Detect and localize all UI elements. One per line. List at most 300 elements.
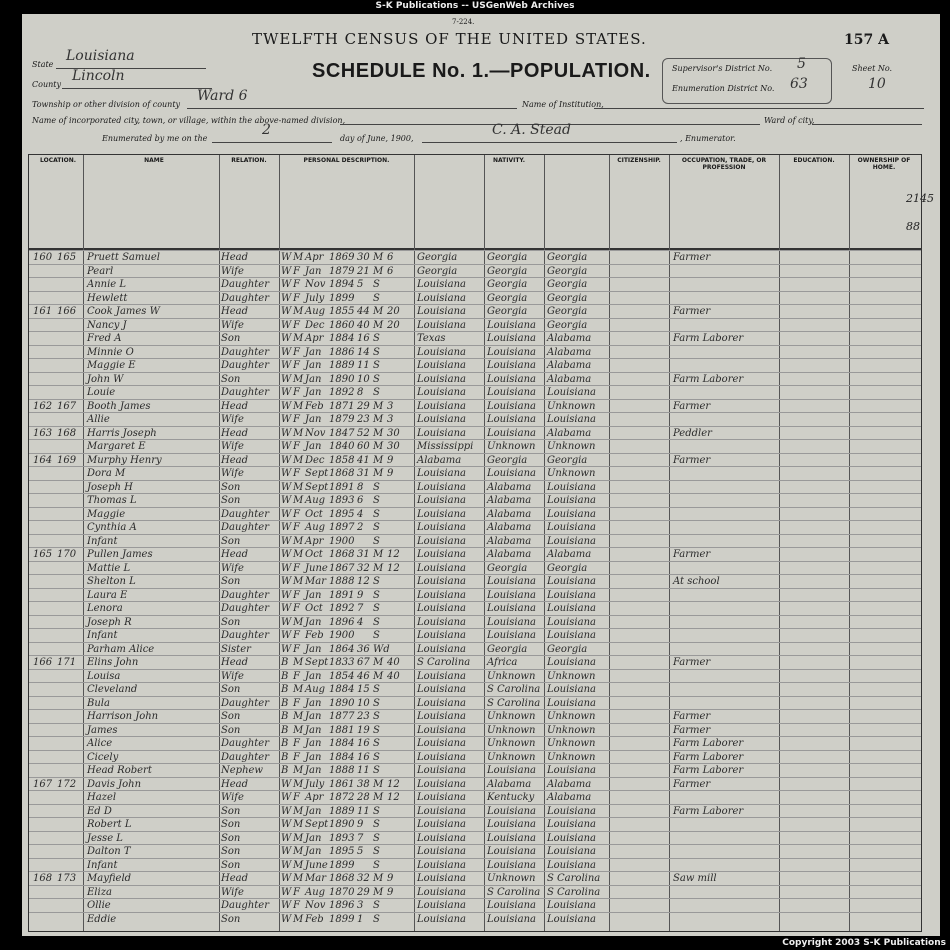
- cell-month: Feb: [305, 400, 324, 412]
- cell-name: Laura E: [87, 589, 128, 601]
- cell-race: W: [281, 481, 292, 493]
- cell-rel: Son: [221, 373, 241, 385]
- cell-sex: M: [293, 765, 304, 776]
- cell-sex: F: [293, 522, 300, 533]
- cell-name: Nancy J: [87, 319, 127, 331]
- cell-bm: Louisiana: [547, 603, 596, 614]
- cell-b: Louisiana: [417, 859, 466, 871]
- cell-yrs: 9: [387, 886, 394, 898]
- cell-sex: M: [293, 549, 304, 560]
- cell-mar: S: [373, 481, 380, 493]
- cell-age: 21: [357, 265, 370, 277]
- cell-rel: Son: [221, 495, 241, 506]
- section-location: LOCATION.: [39, 157, 77, 164]
- cell-month: Feb: [305, 913, 324, 925]
- cell-b: Alabama: [417, 454, 462, 466]
- cell-month: June: [305, 562, 328, 574]
- cell-sex: M: [293, 373, 304, 385]
- cell-month: Jan: [305, 441, 322, 452]
- cell-mar: M: [373, 657, 384, 668]
- cell-name: Joseph R: [87, 616, 132, 628]
- section-education: EDUCATION.: [793, 157, 835, 164]
- cell-year: 1892: [329, 603, 355, 614]
- cell-sex: F: [293, 670, 300, 682]
- cell-name: Harrison John: [87, 711, 159, 722]
- cell-bf: Georgia: [487, 252, 528, 263]
- cell-month: Aug: [305, 522, 326, 533]
- cell-year: 1868: [329, 549, 355, 560]
- cell-sex: M: [293, 913, 304, 925]
- cell-occ: Farmer: [673, 778, 711, 790]
- cell-occ: Farm Laborer: [673, 805, 744, 817]
- cell-dw: 165: [33, 549, 53, 560]
- cell-b: Louisiana: [417, 562, 466, 574]
- cell-bm: Louisiana: [547, 846, 596, 857]
- cell-rel: Daughter: [221, 589, 269, 601]
- cell-b: Louisiana: [417, 495, 466, 506]
- cell-name: Infant: [87, 535, 118, 547]
- cell-race: B: [281, 751, 289, 763]
- cell-month: Aug: [305, 886, 326, 898]
- cell-bf: S Carolina: [487, 886, 541, 898]
- cell-sex: F: [293, 643, 300, 655]
- cell-race: W: [281, 252, 292, 263]
- sheet-label: Sheet No.: [852, 64, 893, 73]
- cell-b: Louisiana: [417, 832, 466, 844]
- cell-occ: Farmer: [673, 400, 711, 412]
- cell-month: Nov: [305, 900, 326, 911]
- cell-b: Louisiana: [417, 913, 466, 925]
- cell-rel: Daughter: [221, 360, 269, 371]
- cell-month: Aug: [305, 495, 326, 506]
- cell-sex: M: [293, 400, 304, 412]
- cell-age: 16: [357, 751, 370, 763]
- cell-yrs: 9: [387, 454, 394, 466]
- cell-race: W: [281, 643, 292, 655]
- cell-bm: Louisiana: [547, 522, 596, 533]
- cell-bm: Louisiana: [547, 481, 596, 493]
- cell-bf: Louisiana: [487, 832, 536, 844]
- cell-mar: S: [373, 603, 380, 614]
- cell-rel: Son: [221, 333, 241, 344]
- cell-bf: Alabama: [487, 549, 532, 560]
- cell-mar: S: [373, 805, 380, 817]
- cell-sex: M: [293, 535, 304, 547]
- cell-year: 1893: [329, 832, 355, 844]
- cell-bm: Louisiana: [547, 765, 596, 776]
- cell-bm: Louisiana: [547, 495, 596, 506]
- cell-bf: Alabama: [487, 508, 532, 520]
- cell-yrs: 20: [387, 306, 400, 317]
- cell-name: Hewlett: [87, 292, 128, 304]
- cell-age: 31: [357, 468, 370, 479]
- cell-age: 44: [357, 306, 370, 317]
- cell-month: Jan: [305, 265, 322, 277]
- cell-mar: M: [373, 306, 384, 317]
- cell-bm: Louisiana: [547, 387, 596, 398]
- cell-month: Apr: [305, 333, 324, 344]
- cell-dw: 163: [33, 427, 53, 439]
- cell-bf: Alabama: [487, 535, 532, 547]
- cell-year: 1847: [329, 427, 355, 439]
- cell-b: Louisiana: [417, 711, 466, 722]
- cell-name: Elins John: [87, 657, 139, 668]
- cell-sex: M: [293, 576, 304, 587]
- cell-occ: Farm Laborer: [673, 751, 744, 763]
- cell-occ: Farmer: [673, 657, 711, 668]
- section-relation: RELATION.: [231, 157, 267, 164]
- cell-rel: Daughter: [221, 900, 269, 911]
- cell-rel: Wife: [221, 265, 244, 277]
- cell-b: Louisiana: [417, 697, 466, 709]
- cell-yrs: 12: [387, 549, 400, 560]
- cell-name: Jesse L: [87, 832, 123, 844]
- cell-rel: Daughter: [221, 522, 269, 533]
- cell-month: June: [305, 859, 328, 871]
- cell-b: Louisiana: [417, 805, 466, 817]
- cell-rel: Wife: [221, 886, 244, 898]
- cell-yrs: 3: [387, 400, 394, 412]
- cell-sex: F: [293, 738, 300, 749]
- cell-bf: Louisiana: [487, 630, 536, 641]
- cell-sex: F: [293, 319, 300, 331]
- cell-year: 1897: [329, 522, 355, 533]
- cell-bf: Louisiana: [487, 400, 536, 412]
- cell-month: Oct: [305, 603, 323, 614]
- cell-month: Jan: [305, 414, 322, 425]
- cell-rel: Son: [221, 805, 241, 817]
- cell-b: Louisiana: [417, 400, 466, 412]
- cell-bm: Georgia: [547, 643, 588, 655]
- cell-race: W: [281, 535, 292, 547]
- cell-b: Louisiana: [417, 414, 466, 425]
- cell-b: Louisiana: [417, 873, 466, 884]
- cell-bf: Louisiana: [487, 913, 536, 925]
- cell-dw: 160: [33, 252, 53, 263]
- cell-mar: M: [373, 792, 384, 803]
- cell-sex: F: [293, 279, 300, 290]
- cell-bm: Louisiana: [547, 589, 596, 601]
- cell-b: Mississippi: [417, 441, 474, 452]
- cell-rel: Wife: [221, 792, 244, 803]
- cell-occ: At school: [673, 576, 720, 587]
- cell-year: 1868: [329, 468, 355, 479]
- cell-occ: Saw mill: [673, 873, 717, 884]
- cell-bf: Louisiana: [487, 859, 536, 871]
- cell-dw: 161: [33, 306, 53, 317]
- cell-bf: Louisiana: [487, 346, 536, 358]
- cell-race: W: [281, 913, 292, 925]
- cell-rel: Daughter: [221, 346, 269, 358]
- cell-b: Louisiana: [417, 684, 466, 695]
- cell-mar: M: [373, 873, 384, 884]
- cell-age: 67: [357, 657, 370, 668]
- cell-bm: Louisiana: [547, 576, 596, 587]
- cell-month: Nov: [305, 427, 326, 439]
- cell-rel: Daughter: [221, 738, 269, 749]
- cell-b: Louisiana: [417, 886, 466, 898]
- cell-mar: Wd: [373, 643, 390, 655]
- cell-yrs: 40: [387, 670, 400, 682]
- cell-bf: Unknown: [487, 873, 536, 884]
- cell-sex: M: [293, 805, 304, 817]
- cell-age: 7: [357, 603, 364, 614]
- county-label: County: [32, 80, 61, 89]
- cell-month: Jan: [305, 387, 322, 398]
- cell-age: 23: [357, 711, 370, 722]
- section-citizenship: CITIZENSHIP.: [617, 157, 661, 164]
- cell-month: Oct: [305, 508, 323, 520]
- cell-name: Margaret E: [87, 441, 146, 452]
- cell-mar: S: [373, 900, 380, 911]
- cell-sex: M: [293, 873, 304, 884]
- cell-sex: M: [293, 427, 304, 439]
- cell-b: Texas: [417, 333, 446, 344]
- cell-dw: 164: [33, 454, 53, 466]
- cell-bm: Louisiana: [547, 657, 596, 668]
- cell-rel: Wife: [221, 670, 244, 682]
- cell-bm: S Carolina: [547, 886, 601, 898]
- cell-sex: F: [293, 265, 300, 277]
- cell-bm: Louisiana: [547, 508, 596, 520]
- cell-bf: Alabama: [487, 481, 532, 493]
- cell-name: Thomas L: [87, 495, 137, 506]
- cell-bf: Kentucky: [487, 792, 535, 803]
- cell-name: Mattie L: [87, 562, 131, 574]
- cell-bm: Alabama: [547, 792, 592, 803]
- cell-sex: F: [293, 441, 300, 452]
- cell-rel: Daughter: [221, 751, 269, 763]
- cell-month: Jan: [305, 711, 322, 722]
- cell-race: W: [281, 562, 292, 574]
- cell-sex: F: [293, 589, 300, 601]
- cell-age: 8: [357, 387, 364, 398]
- cell-sex: F: [293, 414, 300, 425]
- cell-bm: Alabama: [547, 333, 592, 344]
- cell-year: 1891: [329, 589, 355, 601]
- city-label: Name of incorporated city, town, or village, within the above-named division,: [32, 116, 346, 125]
- cell-bm: Louisiana: [547, 684, 596, 695]
- cell-race: W: [281, 360, 292, 371]
- cell-rel: Son: [221, 832, 241, 844]
- cell-race: W: [281, 373, 292, 385]
- cell-name: Head Robert: [87, 765, 152, 776]
- cell-month: Jan: [305, 832, 322, 844]
- cell-rel: Head: [221, 657, 249, 668]
- cell-rel: Head: [221, 454, 249, 466]
- cell-b: Louisiana: [417, 522, 466, 533]
- cell-bf: Unknown: [487, 751, 536, 763]
- cell-year: 1899: [329, 913, 355, 925]
- cell-dw: 162: [33, 400, 53, 412]
- cell-name: Annie L: [87, 279, 127, 290]
- cell-fam: 166: [57, 306, 77, 317]
- cell-race: W: [281, 279, 292, 290]
- cell-mar: S: [373, 589, 380, 601]
- enumeration-district: 63: [790, 76, 808, 92]
- cell-mar: M: [373, 670, 384, 682]
- cell-bm: Unknown: [547, 738, 596, 749]
- cell-age: 11: [357, 765, 370, 776]
- cell-race: B: [281, 684, 289, 695]
- cell-race: W: [281, 427, 292, 439]
- cell-bf: Unknown: [487, 441, 536, 452]
- cell-b: Louisiana: [417, 738, 466, 749]
- cell-sex: M: [293, 832, 304, 844]
- cell-rel: Son: [221, 576, 241, 587]
- cell-race: W: [281, 549, 292, 560]
- cell-bf: Unknown: [487, 670, 536, 682]
- cell-rel: Wife: [221, 468, 244, 479]
- cell-bm: Alabama: [547, 346, 592, 358]
- cell-bf: Africa: [487, 657, 518, 668]
- cell-name: Louisa: [87, 670, 121, 682]
- cell-rel: Daughter: [221, 603, 269, 614]
- cell-race: B: [281, 657, 289, 668]
- cell-sex: M: [293, 657, 304, 668]
- cell-bm: Unknown: [547, 400, 596, 412]
- cell-name: Ollie: [87, 900, 111, 911]
- cell-race: W: [281, 576, 292, 587]
- cell-dw: 168: [33, 873, 53, 884]
- cell-name: Maggie: [87, 508, 126, 520]
- cell-month: Aug: [305, 306, 326, 317]
- cell-bf: Georgia: [487, 265, 528, 277]
- cell-mar: S: [373, 765, 380, 776]
- cell-occ: Farm Laborer: [673, 765, 744, 776]
- cell-race: W: [281, 616, 292, 628]
- cell-mar: S: [373, 913, 380, 925]
- cell-bm: Unknown: [547, 441, 596, 452]
- cell-year: 1871: [329, 400, 355, 412]
- cell-age: 52: [357, 427, 370, 439]
- cell-b: Louisiana: [417, 535, 466, 547]
- cell-mar: S: [373, 495, 380, 506]
- cell-race: W: [281, 522, 292, 533]
- cell-month: Oct: [305, 549, 323, 560]
- cell-mar: S: [373, 684, 380, 695]
- cell-month: Sept: [305, 468, 329, 479]
- cell-mar: S: [373, 346, 380, 358]
- cell-bf: Louisiana: [487, 589, 536, 601]
- enumerator-label: , Enumerator.: [680, 134, 736, 143]
- cell-age: 2: [357, 522, 364, 533]
- cell-age: 6: [357, 495, 364, 506]
- cell-year: 1888: [329, 765, 355, 776]
- cell-rel: Son: [221, 684, 241, 695]
- cell-race: W: [281, 508, 292, 520]
- cell-rel: Head: [221, 427, 249, 439]
- cell-year: 1861: [329, 778, 355, 790]
- cell-race: W: [281, 441, 292, 452]
- cell-age: 46: [357, 670, 370, 682]
- cell-name: Ed D: [87, 805, 112, 817]
- cell-year: 1870: [329, 886, 355, 898]
- cell-b: Louisiana: [417, 589, 466, 601]
- cell-year: 1900: [329, 630, 355, 641]
- cell-age: 19: [357, 724, 370, 736]
- cell-bm: S Carolina: [547, 873, 601, 884]
- cell-race: W: [281, 387, 292, 398]
- cell-bf: Louisiana: [487, 360, 536, 371]
- cell-race: B: [281, 738, 289, 749]
- cell-age: 36: [357, 643, 370, 655]
- cell-race: W: [281, 400, 292, 412]
- cell-fam: 171: [57, 657, 77, 668]
- cell-race: W: [281, 846, 292, 857]
- cell-rel: Head: [221, 400, 249, 412]
- cell-age: 29: [357, 886, 370, 898]
- cell-name: Infant: [87, 630, 118, 641]
- county-value: Lincoln: [72, 68, 125, 84]
- cell-race: W: [281, 346, 292, 358]
- cell-occ: Farmer: [673, 252, 711, 263]
- cell-year: 1899: [329, 859, 355, 871]
- cell-mar: S: [373, 738, 380, 749]
- cell-month: Jan: [305, 373, 322, 385]
- cell-month: Jan: [305, 360, 322, 371]
- cell-race: W: [281, 589, 292, 601]
- cell-month: Jan: [305, 738, 322, 749]
- cell-b: Louisiana: [417, 751, 466, 763]
- cell-bf: Louisiana: [487, 846, 536, 857]
- cell-bm: Louisiana: [547, 819, 596, 830]
- page-title: TWELFTH CENSUS OF THE UNITED STATES.: [252, 30, 647, 48]
- cell-yrs: 6: [387, 252, 394, 263]
- cell-year: 1884: [329, 751, 355, 763]
- township-label: Township or other division of county: [32, 100, 181, 109]
- cell-bm: Unknown: [547, 468, 596, 479]
- section-name: NAME: [144, 157, 164, 164]
- cell-year: 1884: [329, 333, 355, 344]
- cell-occ: Peddler: [673, 427, 712, 439]
- cell-mar: S: [373, 576, 380, 587]
- cell-bm: Louisiana: [547, 616, 596, 628]
- cell-occ: Farmer: [673, 724, 711, 736]
- cell-occ: Farm Laborer: [673, 738, 744, 749]
- section-personal: PERSONAL DESCRIPTION.: [303, 157, 390, 164]
- cell-mar: M: [373, 549, 384, 560]
- cell-sex: F: [293, 697, 300, 709]
- cell-mar: S: [373, 751, 380, 763]
- cell-year: 1886: [329, 346, 355, 358]
- cell-name: James: [87, 724, 118, 736]
- cell-bf: Louisiana: [487, 805, 536, 817]
- cell-month: Dec: [305, 454, 325, 466]
- cell-name: Dalton T: [87, 846, 131, 857]
- cell-yrs: 9: [387, 468, 394, 479]
- cell-race: W: [281, 468, 292, 479]
- cell-yrs: 20: [387, 319, 400, 331]
- cell-sex: F: [293, 292, 300, 304]
- cell-month: July: [305, 778, 325, 790]
- cell-sex: M: [293, 333, 304, 344]
- cell-mar: M: [373, 252, 384, 263]
- cell-sex: F: [293, 562, 300, 574]
- cell-year: 1840: [329, 441, 355, 452]
- cell-bf: Louisiana: [487, 576, 536, 587]
- township-value: Ward 6: [197, 88, 248, 104]
- cell-race: W: [281, 859, 292, 871]
- cell-age: 32: [357, 562, 370, 574]
- cell-name: Cicely: [87, 751, 119, 763]
- supervisor-district: 5: [797, 56, 806, 72]
- cell-mar: S: [373, 373, 380, 385]
- cell-sex: F: [293, 900, 300, 911]
- cell-bm: Louisiana: [547, 630, 596, 641]
- cell-sex: F: [293, 346, 300, 358]
- section-ownership: OWNERSHIP OF HOME.: [857, 157, 911, 171]
